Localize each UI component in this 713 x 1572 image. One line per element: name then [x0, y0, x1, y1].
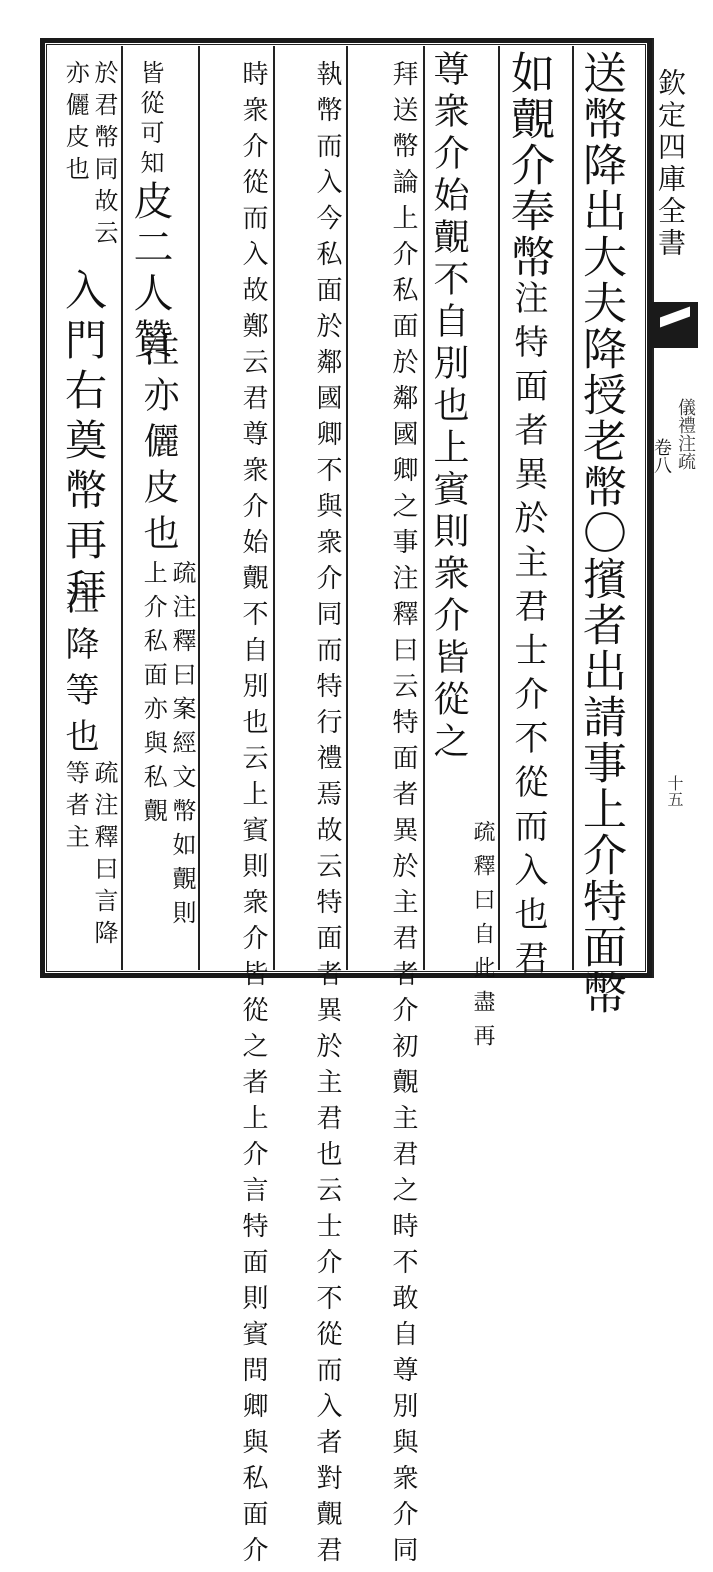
margin-volume: 卷八	[651, 438, 672, 474]
margin-page-number: 十五	[665, 775, 684, 807]
section-circle-mark: 〇	[575, 510, 626, 556]
column-3-main: 尊衆介始覿不自別也上賓則衆介皆從之	[428, 50, 469, 764]
column-3-note: 疏釋曰自此盡再	[470, 820, 495, 1058]
column-rule	[273, 46, 275, 970]
column-rule	[423, 46, 425, 970]
column-rule	[198, 46, 200, 970]
fish-tail-mark	[650, 302, 698, 348]
column-2-note: 注特面者異於主君士介不從而入也君	[508, 280, 548, 984]
column-7-note: 皆從可知	[136, 60, 164, 180]
column-8-main: 入門右奠幣再拜	[59, 268, 108, 618]
column-7-main: 皮二人贊	[127, 180, 173, 364]
column-rule	[121, 46, 123, 970]
margin-title: 欽定四庫全書	[654, 68, 687, 260]
text-column-4: 拜送幣論上介私面於鄰國卿之事注釋曰云特面者異於主君者介初覿主君之時不敢自尊別與衆介同	[388, 60, 418, 1572]
text-column-7	[127, 60, 173, 364]
column-rule	[498, 46, 500, 970]
margin-book-title: 儀禮注疏	[675, 398, 696, 470]
text-column-3	[428, 50, 469, 764]
column-2-main: 如覿介奉幣	[503, 50, 554, 280]
column-8-note: 於君幣同故云亦儷皮也	[61, 60, 118, 252]
text-column-2	[503, 50, 554, 984]
column-1-main: 送幣降出大夫降授老幣	[575, 50, 626, 510]
column-8-note-2: 注降等也	[59, 580, 99, 764]
column-rule	[572, 46, 574, 970]
text-column-6: 時衆介從而入故鄭云君尊衆介始覿不自別也云上賓則衆介皆從之者上介言特面則賓問卿與私面介	[238, 60, 268, 1572]
text-column-5: 執幣而入今私面於鄰國卿不與衆介同而特行禮焉故云特面者異於主君也云士介不從而入者對覿君	[312, 60, 342, 1572]
column-7-note-3: 疏注釋曰案經文幣如覿則上介私面亦與私覿	[139, 560, 196, 934]
column-1-main-cont: 擯者出請事上介特面幣	[575, 556, 626, 1016]
column-7-note-2: 注亦儷皮也	[138, 330, 179, 560]
text-column-1	[575, 50, 626, 1016]
column-8-note-3: 疏注釋曰言降等者主	[61, 760, 118, 952]
column-rule	[346, 46, 348, 970]
